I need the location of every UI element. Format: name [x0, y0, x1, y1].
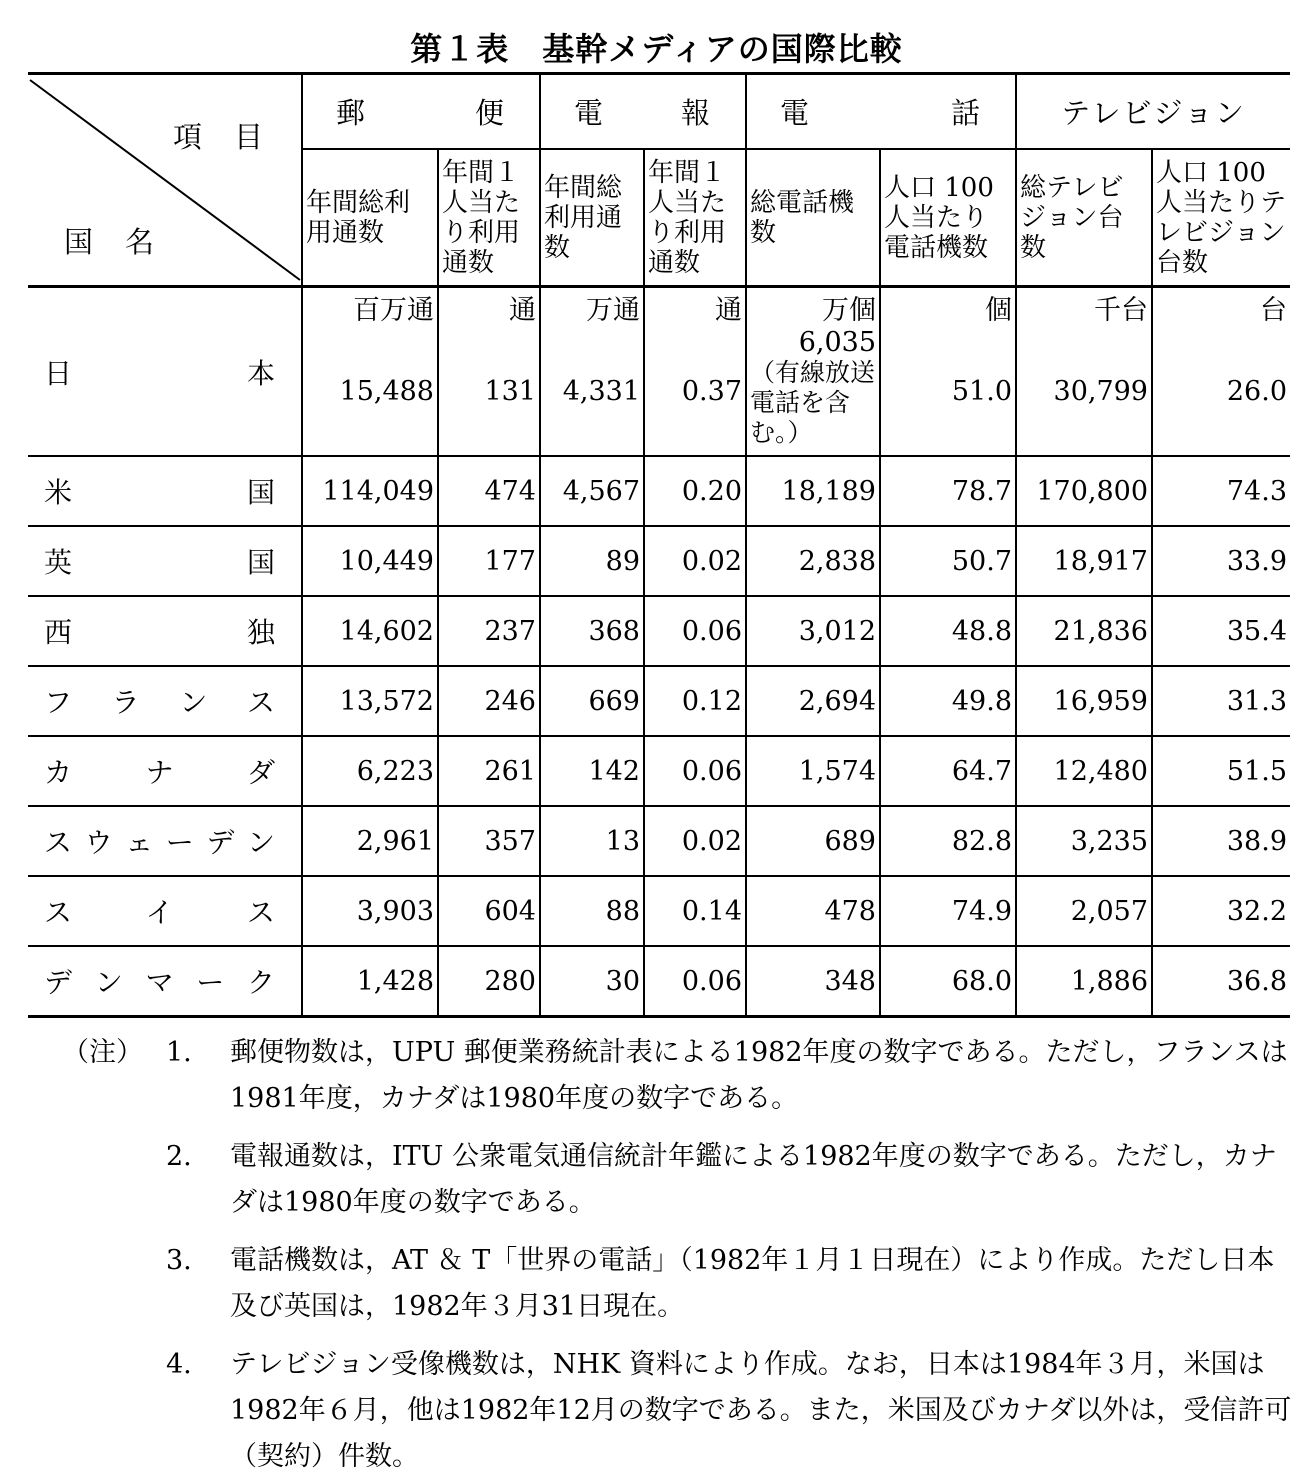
- group-telephone: 電 話: [746, 74, 1016, 150]
- unit-label: 台: [1152, 287, 1290, 328]
- data-cell: 0.06: [644, 946, 746, 1017]
- country-cell: [28, 526, 302, 596]
- data-cell: 2,838: [746, 526, 880, 596]
- data-cell: 82.8: [880, 806, 1016, 876]
- data-cell: 177: [438, 526, 540, 596]
- data-cell: 246: [438, 666, 540, 736]
- data-cell: 0.06: [644, 736, 746, 806]
- data-cell: 669: [540, 666, 644, 736]
- data-cell: 50.7: [880, 526, 1016, 596]
- data-cell: 689: [746, 806, 880, 876]
- data-cell: 474: [438, 456, 540, 526]
- table-row: [28, 666, 1290, 736]
- data-cell: 74.3: [1152, 456, 1290, 526]
- unit-label: 万通: [540, 287, 644, 328]
- data-cell: 0.12: [644, 666, 746, 736]
- note-text: テレビジョン受像機数は，NHK 資料により作成。なお，日本は1984年３月，米国は1982年６月，他は1982年12月の数字である。また，米国及びカナダ以外は，受信許可（契約）件数。: [230, 1349, 1292, 1472]
- unit-label: 通: [644, 287, 746, 328]
- data-cell: 2,694: [746, 666, 880, 736]
- data-cell: 2,961: [302, 806, 438, 876]
- note-number: 1.: [166, 1037, 192, 1068]
- group-television: テレビジョン: [1016, 74, 1290, 150]
- telephone-note: （有線放送電話を含む。）: [750, 358, 876, 447]
- data-cell: 49.8: [880, 666, 1016, 736]
- country-cell: [28, 876, 302, 946]
- data-cell: 13,572: [302, 666, 438, 736]
- data-cell: 26.0: [1152, 327, 1290, 456]
- data-cell: 16,959: [1016, 666, 1152, 736]
- subheader-telegraph-total: 年間総利用通数: [540, 149, 644, 287]
- country-cell: [28, 666, 302, 736]
- data-cell: 4,567: [540, 456, 644, 526]
- data-cell: 0.14: [644, 876, 746, 946]
- note-number: 3.: [166, 1245, 192, 1276]
- subheader-tv-per100: 人口 100 人当たりテレビジョン台数: [1152, 149, 1290, 287]
- data-cell: 261: [438, 736, 540, 806]
- data-cell: 0.20: [644, 456, 746, 526]
- country-cell: [28, 287, 302, 457]
- table-row: [28, 806, 1290, 876]
- note-text: 電報通数は，ITU 公衆電気通信統計年鑑による1982年度の数字である。ただし，カナダは1980年度の数字である。: [230, 1141, 1277, 1218]
- subheader-postal-percapita: 年間１人当たり利用通数: [438, 149, 540, 287]
- corner-country-label: 国名: [64, 225, 187, 259]
- data-cell: 1,574: [746, 736, 880, 806]
- data-cell: 3,235: [1016, 806, 1152, 876]
- data-cell: 10,449: [302, 526, 438, 596]
- table-row: [28, 526, 1290, 596]
- data-cell: 21,836: [1016, 596, 1152, 666]
- data-cell: 0.37: [644, 327, 746, 456]
- unit-label: 個: [880, 287, 1016, 328]
- subheader-telephone-per100: 人口 100 人当たり電話機数: [880, 149, 1016, 287]
- data-cell: 604: [438, 876, 540, 946]
- country-name: 西 独: [44, 616, 275, 649]
- data-cell: 2,057: [1016, 876, 1152, 946]
- country-cell: [28, 596, 302, 666]
- data-cell: 30,799: [1016, 327, 1152, 456]
- note-number: 2.: [166, 1141, 192, 1172]
- corner-item-label: 項目: [173, 120, 296, 154]
- note-item: [62, 1342, 1292, 1480]
- data-cell: 0.02: [644, 526, 746, 596]
- country-name: デ ン マ ー ク: [44, 966, 275, 999]
- telephone-value: 6,035: [798, 327, 876, 358]
- data-cell: 1,428: [302, 946, 438, 1017]
- data-cell: 88: [540, 876, 644, 946]
- data-cell: 0.02: [644, 806, 746, 876]
- data-cell: 35.4: [1152, 596, 1290, 666]
- data-cell: 237: [438, 596, 540, 666]
- data-cell: 0.06: [644, 596, 746, 666]
- group-telegraph: 電 報: [540, 74, 746, 150]
- corner-header: [28, 74, 302, 287]
- subheader-telephone-total: 総電話機数: [746, 149, 880, 287]
- data-cell: 32.2: [1152, 876, 1290, 946]
- data-cell: 74.9: [880, 876, 1016, 946]
- data-cell: 348: [746, 946, 880, 1017]
- country-name: 米 国: [44, 476, 275, 509]
- data-cell: 51.5: [1152, 736, 1290, 806]
- data-cell: 78.7: [880, 456, 1016, 526]
- data-cell: 30: [540, 946, 644, 1017]
- note-item: [62, 1134, 1292, 1226]
- data-cell: 3,903: [302, 876, 438, 946]
- data-cell: 18,189: [746, 456, 880, 526]
- data-rows: [28, 456, 1290, 1017]
- note-number: 4.: [166, 1349, 192, 1380]
- data-cell: [746, 327, 880, 456]
- data-cell: 478: [746, 876, 880, 946]
- data-cell: 1,886: [1016, 946, 1152, 1017]
- country-cell: [28, 946, 302, 1017]
- table-row: [28, 736, 1290, 806]
- subheader-telegraph-percapita: 年間１人当たり利用通数: [644, 149, 746, 287]
- table-title: 第１表 基幹メディアの国際比較: [410, 30, 903, 68]
- data-cell: 38.9: [1152, 806, 1290, 876]
- unit-label: 通: [438, 287, 540, 328]
- table-row: [28, 456, 1290, 526]
- unit-label: 千台: [1016, 287, 1152, 328]
- data-cell: 89: [540, 526, 644, 596]
- group-postal: 郵 便: [302, 74, 540, 150]
- unit-label: 万個: [746, 287, 880, 328]
- notes-label: （注）: [62, 1037, 143, 1068]
- data-cell: 68.0: [880, 946, 1016, 1017]
- country-name: フ ラ ン ス: [44, 686, 275, 719]
- data-cell: 131: [438, 327, 540, 456]
- country-name: 英 国: [44, 546, 275, 579]
- table-row: [28, 876, 1290, 946]
- data-cell: 170,800: [1016, 456, 1152, 526]
- data-cell: 36.8: [1152, 946, 1290, 1017]
- data-cell: 48.8: [880, 596, 1016, 666]
- notes: [62, 1030, 1292, 1480]
- country-cell: [28, 736, 302, 806]
- data-cell: 64.7: [880, 736, 1016, 806]
- data-cell: 51.0: [880, 327, 1016, 456]
- data-cell: 6,223: [302, 736, 438, 806]
- subheader-postal-total: 年間総利用通数: [302, 149, 438, 287]
- subheader-tv-total: 総テレビジョン台数: [1016, 149, 1152, 287]
- country-name: カ ナ ダ: [44, 756, 275, 789]
- data-cell: 142: [540, 736, 644, 806]
- data-cell: 13: [540, 806, 644, 876]
- data-cell: 3,012: [746, 596, 880, 666]
- comparison-table: [28, 72, 1290, 1018]
- unit-label: 百万通: [302, 287, 438, 328]
- table-row: [28, 946, 1290, 1017]
- data-cell: 12,480: [1016, 736, 1152, 806]
- country-name: ス ウ ェ ー デ ン: [44, 826, 275, 859]
- data-cell: 31.3: [1152, 666, 1290, 736]
- data-cell: 33.9: [1152, 526, 1290, 596]
- note-item: [62, 1030, 1292, 1122]
- country-cell: [28, 456, 302, 526]
- data-cell: 114,049: [302, 456, 438, 526]
- data-cell: 18,917: [1016, 526, 1152, 596]
- data-cell: 4,331: [540, 327, 644, 456]
- data-cell: 14,602: [302, 596, 438, 666]
- note-text: 郵便物数は，UPU 郵便業務統計表による1982年度の数字である。ただし，フランスは1981年度，カナダは1980年度の数字である。: [230, 1037, 1288, 1114]
- country-name: ス イ ス: [44, 896, 275, 929]
- note-text: 電話機数は，AT ＆ T「世界の電話」（1982年１月１日現在）により作成。ただし日本及び英国は，1982年３月31日現在。: [230, 1245, 1275, 1322]
- country-name: 日 本: [44, 356, 275, 390]
- table-row: [28, 596, 1290, 666]
- data-cell: 15,488: [302, 327, 438, 456]
- country-cell: [28, 806, 302, 876]
- data-cell: 368: [540, 596, 644, 666]
- note-item: [62, 1238, 1292, 1330]
- data-cell: 357: [438, 806, 540, 876]
- data-cell: 280: [438, 946, 540, 1017]
